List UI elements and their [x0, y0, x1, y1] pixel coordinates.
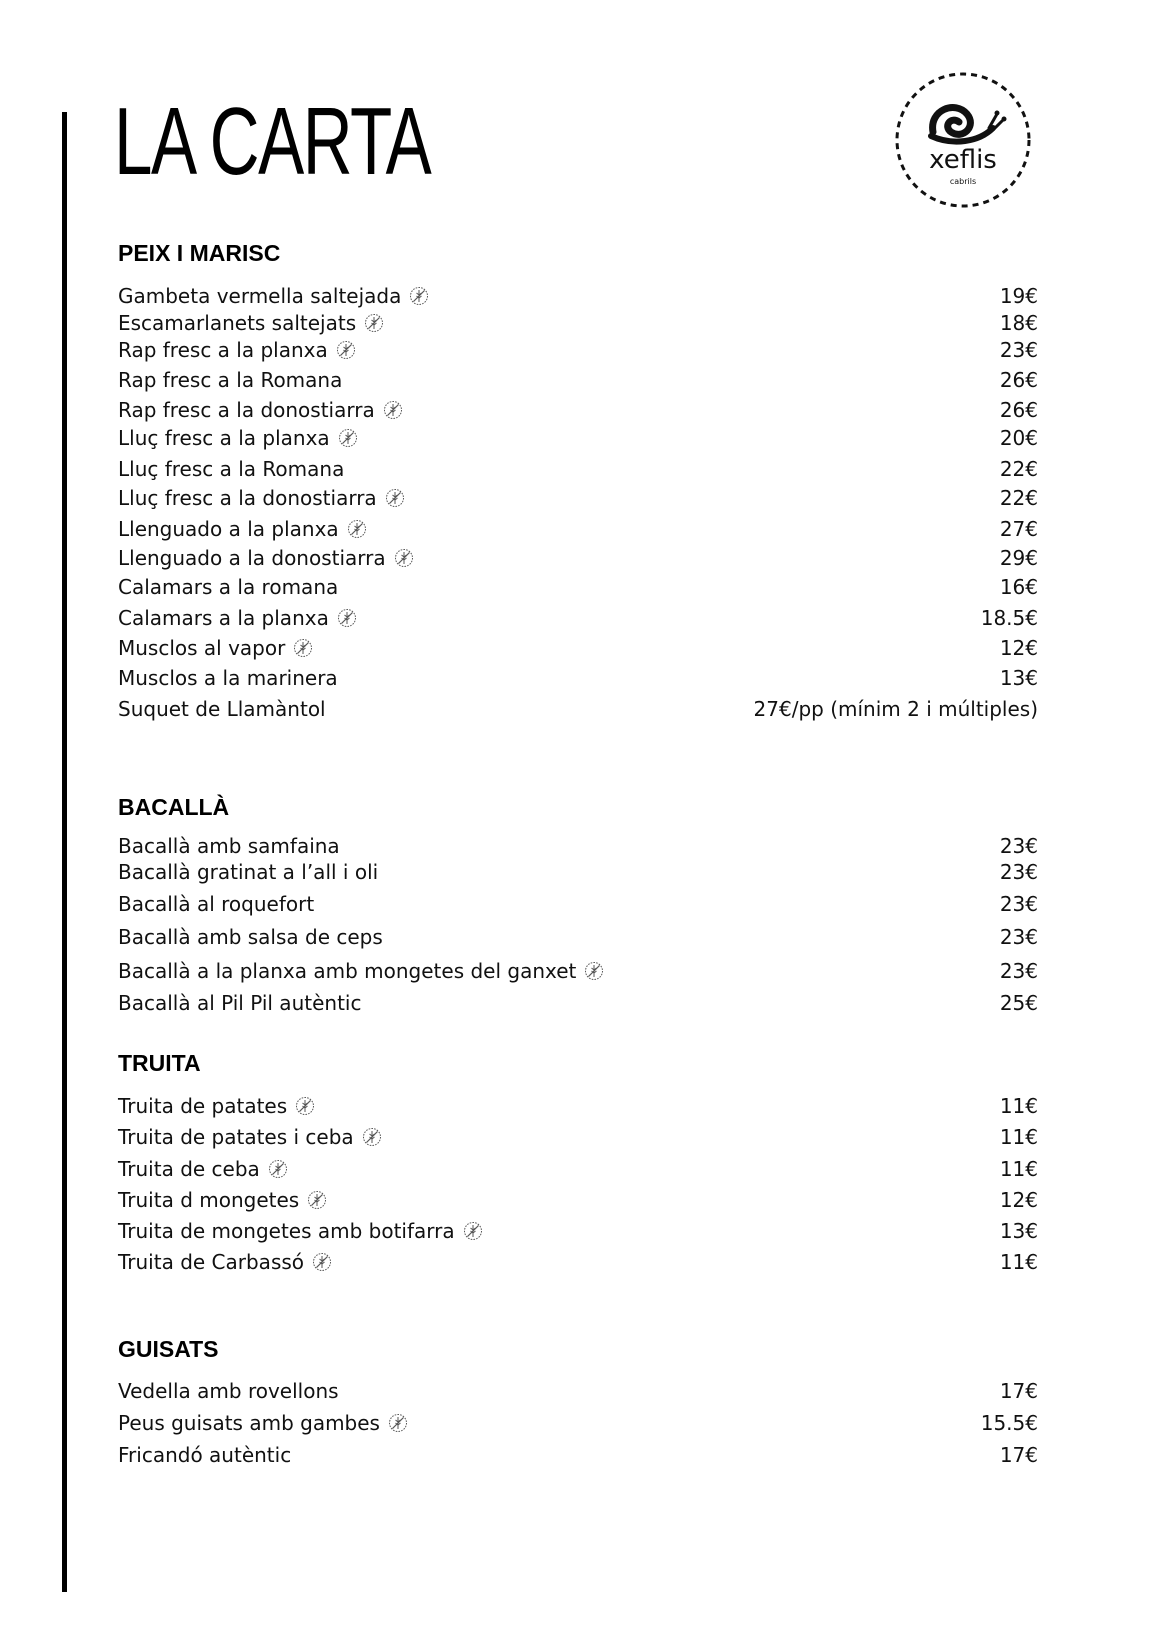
gluten-free-icon [293, 638, 313, 658]
menu-item-name: Truita de Carbassó [118, 1250, 305, 1274]
menu-item-row [118, 309, 1038, 339]
gluten-free-icon [336, 340, 356, 360]
menu-item-row [118, 336, 1038, 366]
menu-item-price: 23€ [999, 892, 1038, 916]
menu-item [118, 1186, 327, 1214]
logo-text: xeflis [929, 145, 997, 175]
menu-item-row [118, 1248, 1038, 1278]
menu-item-row [118, 1186, 1038, 1216]
menu-item [118, 957, 604, 985]
menu-item-row [118, 923, 1038, 953]
menu-item-name: Llenguado a la planxa [118, 517, 339, 541]
menu-item-price: 26€ [999, 368, 1038, 392]
menu-item-row [118, 957, 1038, 987]
menu-item [118, 858, 378, 886]
menu-item-name: Truita de patates [118, 1094, 288, 1118]
menu-item-price: 18.5€ [980, 606, 1038, 630]
menu-item-price: 25€ [999, 991, 1038, 1015]
menu-item-name: Rap fresc a la donostiarra [118, 398, 375, 422]
gluten-free-icon [362, 1127, 382, 1147]
gluten-free-icon [364, 313, 384, 333]
menu-item [118, 989, 361, 1017]
menu-item-row [118, 515, 1038, 545]
menu-item [118, 1441, 291, 1469]
section-title: TRUITA [118, 1050, 201, 1076]
menu-item-name: Fricandó autèntic [118, 1443, 292, 1467]
menu-item-row [118, 634, 1038, 664]
section-title: BACALLÀ [118, 794, 230, 820]
gluten-free-icon [584, 961, 604, 981]
menu-item [118, 484, 405, 512]
menu-item [118, 1377, 339, 1405]
menu-item [118, 832, 340, 860]
menu-item-price: 11€ [999, 1094, 1038, 1118]
menu-item-row [118, 573, 1038, 603]
menu-item [118, 695, 326, 723]
vertical-rule [62, 112, 67, 1592]
menu-item [118, 515, 367, 543]
menu-item-price: 22€ [999, 486, 1038, 510]
menu-item-price: 27€/pp (mínim 2 i múltiples) [753, 697, 1038, 721]
restaurant-logo [893, 70, 1033, 210]
menu-item [118, 1409, 408, 1437]
menu-item-row [118, 1441, 1038, 1471]
gluten-free-icon [385, 488, 405, 508]
menu-item-price: 23€ [999, 834, 1038, 858]
gluten-free-icon [312, 1252, 332, 1272]
menu-item-price: 23€ [999, 338, 1038, 362]
menu-item-name: Truita de patates i ceba [118, 1125, 354, 1149]
gluten-free-icon [268, 1159, 288, 1179]
menu-item-price: 20€ [999, 426, 1038, 450]
menu-item-price: 13€ [999, 666, 1038, 690]
gluten-free-icon [307, 1190, 327, 1210]
menu-item [118, 634, 313, 662]
menu-item [118, 1123, 382, 1151]
menu-item-name: Bacallà al roquefort [118, 892, 315, 916]
gluten-free-icon [347, 519, 367, 539]
menu-item-name: Lluç fresc a la Romana [118, 457, 345, 481]
menu-item-price: 23€ [999, 959, 1038, 983]
menu-item-name: Rap fresc a la Romana [118, 368, 343, 392]
menu-item-name: Lluç fresc a la planxa [118, 426, 330, 450]
menu-item-row [118, 664, 1038, 694]
menu-item-price: 15.5€ [980, 1411, 1038, 1435]
snail-logo-icon [893, 70, 1033, 210]
menu-item-name: Bacallà amb salsa de ceps [118, 925, 383, 949]
page-title: LA CARTA [114, 88, 431, 195]
menu-item-price: 13€ [999, 1219, 1038, 1243]
gluten-free-icon [394, 548, 414, 568]
menu-item-name: Rap fresc a la planxa [118, 338, 328, 362]
menu-item-price: 12€ [999, 1188, 1038, 1212]
menu-item-price: 26€ [999, 398, 1038, 422]
menu-item [118, 455, 344, 483]
gluten-free-icon [383, 400, 403, 420]
menu-item-name: Calamars a la planxa [118, 606, 329, 630]
menu-item-row [118, 1377, 1038, 1407]
menu-item-name: Gambeta vermella saltejada [118, 284, 402, 308]
menu-item-name: Lluç fresc a la donostiarra [118, 486, 377, 510]
menu-item-row [118, 366, 1038, 396]
menu-item [118, 336, 356, 364]
menu-item-name: Peus guisats amb gambes [118, 1411, 380, 1435]
menu-item [118, 396, 403, 424]
menu-item [118, 544, 414, 572]
menu-item [118, 309, 384, 337]
gluten-free-icon [338, 428, 358, 448]
menu-item-row [118, 604, 1038, 634]
menu-item-name: Suquet de Llamàntol [118, 697, 326, 721]
menu-item-name: Calamars a la romana [118, 575, 339, 599]
menu-item-row [118, 455, 1038, 485]
menu-item-price: 27€ [999, 517, 1038, 541]
logo-subtext: cabrils [949, 177, 977, 186]
menu-item [118, 923, 383, 951]
menu-item-price: 23€ [999, 925, 1038, 949]
menu-item-price: 18€ [999, 311, 1038, 335]
menu-item-row [118, 1217, 1038, 1247]
menu-item-price: 11€ [999, 1125, 1038, 1149]
section-title: GUISATS [118, 1336, 219, 1362]
menu-item [118, 604, 357, 632]
menu-item-row [118, 282, 1038, 312]
menu-item-row [118, 858, 1038, 888]
gluten-free-icon [295, 1096, 315, 1116]
menu-item-row [118, 1409, 1038, 1439]
gluten-free-icon [388, 1413, 408, 1433]
menu-item [118, 1217, 483, 1245]
menu-item-price: 12€ [999, 636, 1038, 660]
menu-item [118, 664, 338, 692]
menu-item-price: 23€ [999, 860, 1038, 884]
gluten-free-icon [463, 1221, 483, 1241]
menu-item-price: 17€ [999, 1443, 1038, 1467]
menu-item [118, 1155, 288, 1183]
menu-item-price: 16€ [999, 575, 1038, 599]
menu-item-row [118, 890, 1038, 920]
gluten-free-icon [337, 608, 357, 628]
menu-item-price: 19€ [999, 284, 1038, 308]
menu-item-name: Bacallà amb samfaina [118, 834, 340, 858]
menu-item-name: Truita de mongetes amb botifarra [118, 1219, 455, 1243]
menu-item-name: Vedella amb rovellons [118, 1379, 339, 1403]
menu-item [118, 282, 429, 310]
gluten-free-icon [409, 286, 429, 306]
menu-item-price: 22€ [999, 457, 1038, 481]
menu-item-name: Llenguado a la donostiarra [118, 546, 386, 570]
menu-item-price: 29€ [999, 546, 1038, 570]
menu-item-row [118, 544, 1038, 574]
menu-item [118, 1092, 315, 1120]
menu-item-row [118, 484, 1038, 514]
menu-item-name: Truita d mongetes [118, 1188, 300, 1212]
menu-item [118, 1248, 332, 1276]
menu-item [118, 890, 314, 918]
menu-item-price: 11€ [999, 1250, 1038, 1274]
menu-item [118, 573, 338, 601]
menu-item-name: Bacallà al Pil Pil autèntic [118, 991, 362, 1015]
menu-item [118, 424, 358, 452]
menu-item-name: Musclos al vapor [118, 636, 286, 660]
section-title: PEIX I MARISC [118, 240, 281, 266]
menu-item-name: Escamarlanets saltejats [118, 311, 357, 335]
menu-item-row [118, 695, 1038, 725]
menu-item-price: 17€ [999, 1379, 1038, 1403]
menu-item-name: Musclos a la marinera [118, 666, 338, 690]
menu-item-name: Bacallà gratinat a l’all i oli [118, 860, 379, 884]
menu-item-row [118, 396, 1038, 426]
menu-item-name: Bacallà a la planxa amb mongetes del ganxet [118, 959, 577, 983]
menu-item-row [118, 1155, 1038, 1185]
menu-item-row [118, 1092, 1038, 1122]
menu-item-row [118, 1123, 1038, 1153]
menu-item-row [118, 424, 1038, 454]
menu-item [118, 366, 342, 394]
menu-item-name: Truita de ceba [118, 1157, 260, 1181]
menu-item-row [118, 989, 1038, 1019]
menu-item-price: 11€ [999, 1157, 1038, 1181]
